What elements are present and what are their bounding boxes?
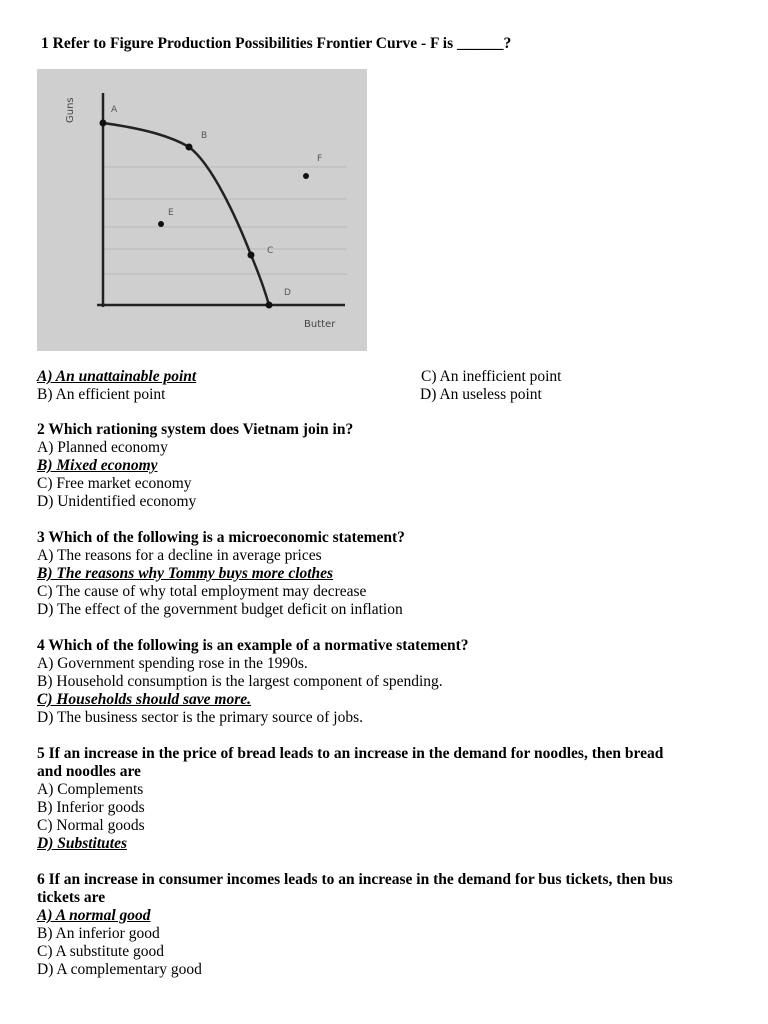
question-1-stem: 1 Refer to Figure Production Possibilities Frontier Curve - F is ______? bbox=[41, 35, 512, 52]
question-5-stem-line2: and noodles are bbox=[37, 763, 141, 780]
point-e-label: E bbox=[168, 208, 174, 218]
point-f-marker bbox=[303, 173, 309, 179]
question-4 bbox=[37, 637, 737, 727]
q3-option-d: D) The effect of the government budget deficit on inflation bbox=[37, 601, 403, 618]
q2-option-c: C) Free market economy bbox=[37, 475, 192, 492]
question-4-stem: 4 Which of the following is an example of a normative statement? bbox=[37, 637, 469, 654]
q3-option-a: A) The reasons for a decline in average prices bbox=[37, 547, 322, 564]
question-3-stem: 3 Which of the following is a microeconomic statement? bbox=[37, 529, 405, 546]
q5-option-a: A) Complements bbox=[37, 781, 144, 798]
point-b-label: B bbox=[201, 131, 208, 141]
figure-background bbox=[37, 69, 367, 351]
question-2 bbox=[37, 421, 737, 511]
point-d-label: D bbox=[284, 288, 291, 298]
q6-option-d: D) A complementary good bbox=[37, 961, 202, 978]
point-c-marker bbox=[248, 252, 255, 259]
question-6 bbox=[37, 871, 737, 979]
q1-option-b: B) An efficient point bbox=[37, 386, 166, 403]
point-a-label: A bbox=[111, 105, 118, 115]
q6-option-a-correct: A) A normal good bbox=[37, 907, 151, 924]
q4-option-c-correct: C) Households should save more. bbox=[37, 691, 252, 708]
q1-option-c: C) An inefficient point bbox=[421, 368, 562, 385]
question-6-stem-line2: tickets are bbox=[37, 889, 106, 906]
ppf-chart bbox=[37, 69, 367, 351]
question-5 bbox=[37, 745, 737, 853]
point-a-marker bbox=[100, 120, 107, 127]
q2-option-a: A) Planned economy bbox=[37, 439, 168, 456]
q5-option-b: B) Inferior goods bbox=[37, 799, 145, 816]
q4-option-a: A) Government spending rose in the 1990s. bbox=[37, 655, 308, 672]
q1-option-d: D) An useless point bbox=[420, 386, 542, 403]
point-c-label: C bbox=[267, 246, 274, 256]
question-6-stem-line1: 6 If an increase in consumer incomes leads to an increase in the demand for bus tickets, then bus bbox=[37, 871, 673, 888]
q5-option-c: C) Normal goods bbox=[37, 817, 145, 834]
question-5-stem-line1: 5 If an increase in the price of bread leads to an increase in the demand for noodles, then bread bbox=[37, 745, 664, 762]
q3-option-c: C) The cause of why total employment may decrease bbox=[37, 583, 367, 600]
question-3 bbox=[37, 529, 737, 619]
q3-option-b-correct: B) The reasons why Tommy buys more clothes bbox=[37, 565, 334, 582]
q4-option-b: B) Household consumption is the largest component of spending. bbox=[37, 673, 443, 690]
x-axis-label: Butter bbox=[304, 319, 336, 330]
y-axis-label: Guns bbox=[65, 97, 76, 123]
q6-option-b: B) An inferior good bbox=[37, 925, 160, 942]
point-e-marker bbox=[158, 221, 164, 227]
q4-option-d: D) The business sector is the primary source of jobs. bbox=[37, 709, 364, 726]
ppf-figure bbox=[37, 69, 367, 351]
point-b-marker bbox=[186, 144, 193, 151]
q2-option-d: D) Unidentified economy bbox=[37, 493, 197, 510]
point-d-marker bbox=[266, 302, 273, 309]
q1-option-a-correct: A) An unattainable point bbox=[37, 368, 197, 385]
q6-option-c: C) A substitute good bbox=[37, 943, 165, 960]
q5-option-d-correct: D) Substitutes bbox=[37, 835, 128, 852]
question-2-stem: 2 Which rationing system does Vietnam join in? bbox=[37, 421, 354, 438]
q2-option-b-correct: B) Mixed economy bbox=[37, 457, 158, 474]
point-f-label: F bbox=[317, 154, 323, 164]
